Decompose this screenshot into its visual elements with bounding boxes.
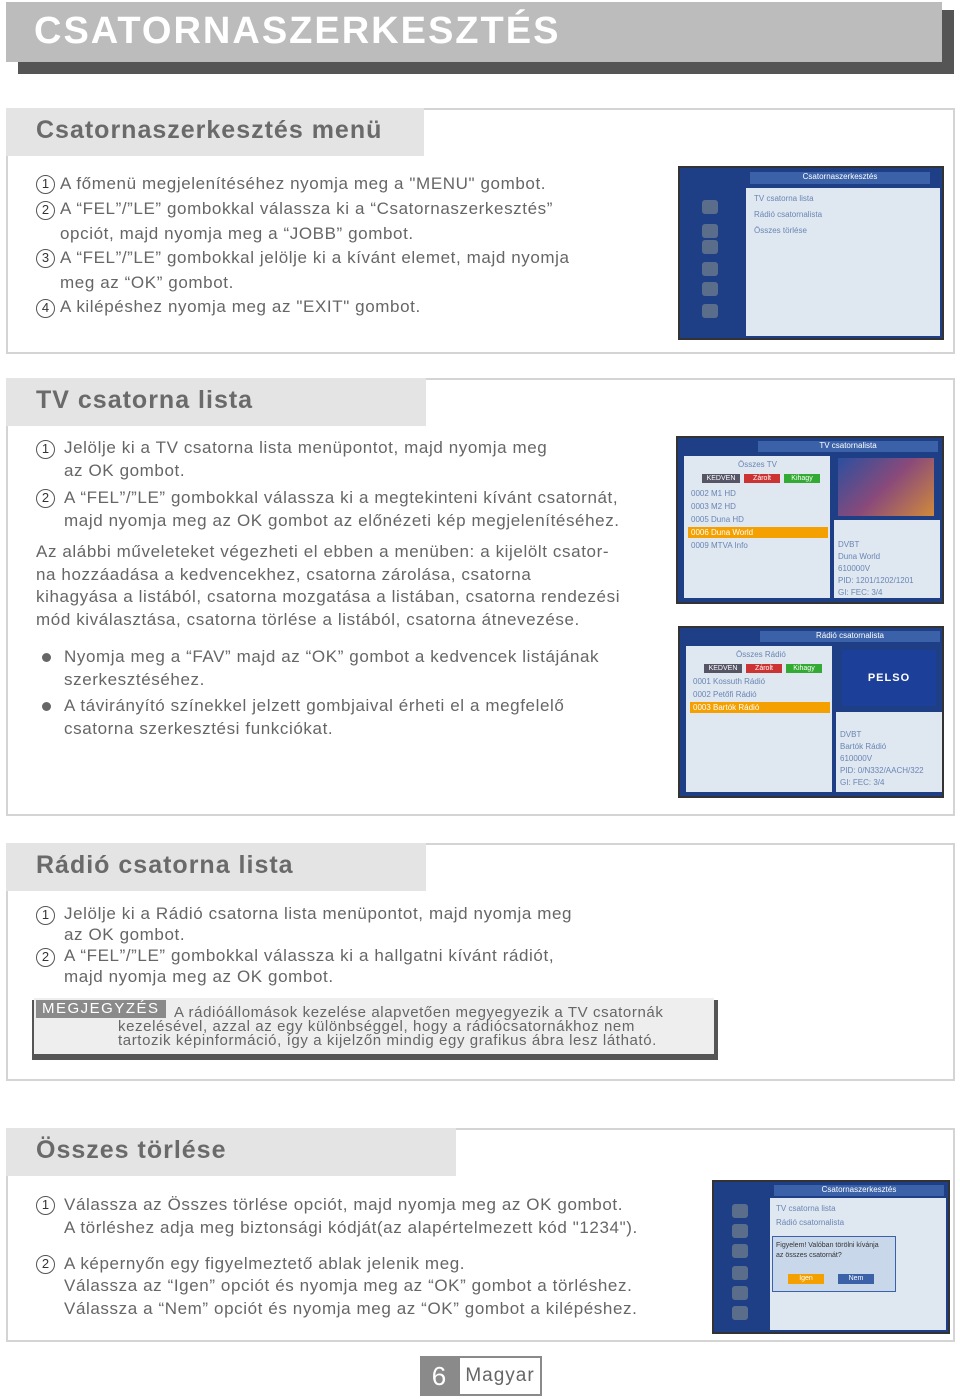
step-number-1: 1: [36, 906, 55, 925]
step-text: A törléshez adja meg biztonsági kódját(az alapértelmezett kód "1234").: [64, 1218, 638, 1237]
step-text: A “FEL”/”LE” gombokkal válassza ki a hallgatni kívánt rádiót,: [64, 946, 555, 965]
step-text: A főmenü megjelenítéséhez nyomja meg a "MENU" gombot.: [60, 174, 547, 193]
step-text: Jelölje ki a Rádió csatorna lista menüpontot, majd nyomja meg: [64, 904, 573, 923]
skip-tag: Kihagy: [786, 664, 822, 673]
note-label: MEGJEGYZÉS: [36, 1000, 166, 1018]
skip-tag: Kihagy: [784, 474, 820, 483]
screen-title: TV csatornalista: [758, 441, 938, 452]
info-line: 610000V: [840, 754, 873, 763]
step-text: Válassza az Összes törlése opciót, majd nyomja meg az OK gombot.: [64, 1195, 624, 1214]
step-text: A képernyőn egy figyelmeztető ablak jelenik meg.: [64, 1254, 466, 1273]
games-icon: [732, 1286, 748, 1300]
channel-row: 0003 M2 HD: [691, 502, 736, 511]
info-line: Bartók Rádió: [840, 742, 887, 751]
note-text: kezelésével, azzal az egy különbséggel, hogy a rádiócsatornákhoz nem: [118, 1018, 635, 1035]
step-number-2: 2: [36, 489, 55, 508]
menu-screenshot: [678, 166, 944, 340]
step-text: majd nyomja meg az OK gombot.: [64, 967, 334, 986]
screen-menu-item: Összes törlése: [754, 226, 807, 235]
screen-menu-item: TV csatorna lista: [754, 194, 814, 203]
step-text: A “FEL”/”LE” gombokkal válassza ki a megtekinteni kívánt csatornát,: [64, 488, 619, 507]
screen-menu-item: Rádió csatornalista: [776, 1218, 845, 1227]
paragraph-line: kihagyása a listából, csatorna mozgatása a listában, csatorna rendezési: [36, 587, 621, 606]
tv-icon: [732, 1204, 748, 1218]
settings-icon: [732, 1306, 748, 1320]
info-line: PID: 1201/1202/1201: [838, 576, 914, 585]
toolbox-icon: [702, 262, 718, 276]
page-number: 6: [420, 1356, 458, 1396]
lock-tag: Zárolt: [744, 474, 780, 483]
paragraph-line: na hozzáadása a kedvencekhez, csatorna zárolása, csatorna: [36, 565, 532, 584]
channel-row: 0009 MTVA Info: [691, 541, 748, 550]
bullet-text: szerkesztéséhez.: [64, 670, 205, 689]
tv-list-screenshot: [676, 436, 944, 604]
info-line: Duna World: [838, 552, 881, 561]
toolbox-icon: [732, 1266, 748, 1280]
channel-row-selected: 0006 Duna World: [688, 527, 828, 538]
step-text: az OK gombot.: [64, 461, 186, 480]
yes-button: Igen: [788, 1274, 824, 1284]
section-menu-heading: Csatornaszerkesztés menü: [6, 108, 424, 156]
step-number-4: 4: [36, 299, 55, 318]
preview-image: [838, 458, 934, 516]
delete-screenshot: [712, 1180, 950, 1334]
info-line: PID: 0/N332/AACH/322: [840, 766, 924, 775]
screen-title: Rádió csatornalista: [760, 631, 940, 642]
bullet-text: A távirányító színekkel jelzett gombjaival érheti el a megfelelő: [64, 696, 565, 715]
paragraph-line: mód kiválasztása, csatorna törlése a listából, csatorna átnevezése.: [36, 610, 580, 629]
step-text: Válassza az “Igen” opciót és nyomja meg az “OK” gombot a törléshez.: [64, 1276, 633, 1295]
satellite-icon: [702, 224, 718, 238]
fav-tag: KEDVEN: [702, 474, 740, 483]
tools-icon: [732, 1244, 748, 1258]
info-line: GI: FEC: 3/4: [840, 778, 885, 787]
info-line: DVBT: [838, 540, 860, 549]
step-text: az OK gombot.: [64, 925, 186, 944]
dialog-text: Figyelem! Valóban törölni kívánja: [776, 1242, 879, 1249]
no-button: Nem: [838, 1274, 874, 1284]
bullet-text: csatorna szerkesztési funkciókat.: [64, 719, 334, 738]
channel-row-selected: 0003 Bartók Rádió: [690, 702, 830, 713]
channel-row: 0005 Duna HD: [691, 515, 744, 524]
info-line: 610000V: [838, 564, 871, 573]
bullet-text: Nyomja meg a “FAV” majd az “OK” gombot a kedvencek listájának: [64, 647, 600, 666]
page-title: CSATORNASZERKESZTÉS: [34, 10, 561, 52]
channel-group: Összes TV: [738, 460, 777, 469]
fav-tag: KEDVEN: [704, 664, 742, 673]
note-text: tartozik képinformáció, így a kijelzőn mindig egy grafikus ábra lesz látható.: [118, 1032, 657, 1049]
settings-icon: [702, 304, 718, 318]
step-number-2: 2: [36, 1255, 55, 1274]
channel-group: Összes Rádió: [736, 650, 786, 659]
section-tv-heading: TV csatorna lista: [6, 378, 426, 426]
satellite-icon: [732, 1224, 748, 1238]
step-number-1: 1: [36, 1196, 55, 1215]
step-text: A “FEL”/”LE” gombokkal válassza ki a “Csatornaszerkesztés”: [60, 199, 554, 218]
tools-icon: [702, 240, 718, 254]
section-delete-heading: Összes törlése: [6, 1128, 456, 1176]
footer-language: Magyar: [458, 1356, 542, 1396]
radio-logo-preview: PELSO: [842, 650, 936, 706]
screen-title: Csatornaszerkesztés: [774, 1185, 944, 1196]
tv-icon: [702, 200, 718, 214]
step-number-3: 3: [36, 249, 55, 268]
games-icon: [702, 282, 718, 296]
note-text: A rádióállomások kezelése alapvetően megyegyezik a TV csatornák: [174, 1004, 664, 1021]
bullet-icon: [42, 653, 51, 662]
step-text: A kilépéshez nyomja meg az "EXIT" gombot.: [60, 297, 421, 316]
step-text: Jelölje ki a TV csatorna lista menüpontot, majd nyomja meg: [64, 438, 548, 457]
screen-title: Csatornaszerkesztés: [750, 172, 930, 184]
channel-row: 0002 M1 HD: [691, 489, 736, 498]
step-number-1: 1: [36, 175, 55, 194]
paragraph-line: Az alábbi műveleteket végezheti el ebben a menüben: a kijelölt csator-: [36, 542, 610, 561]
radio-list-screenshot: [678, 626, 944, 798]
screen-menu-item: TV csatorna lista: [776, 1204, 836, 1213]
info-line: GI: FEC: 3/4: [838, 588, 883, 597]
step-number-1: 1: [36, 440, 55, 459]
channel-row: 0001 Kossuth Rádió: [693, 677, 766, 686]
dialog-text: az összes csatornát?: [776, 1252, 842, 1259]
step-text: majd nyomja meg az OK gombot az előnézeti kép megjelenítéséhez.: [64, 511, 620, 530]
step-text: A “FEL”/”LE” gombokkal jelölje ki a kívánt elemet, majd nyomja: [60, 248, 570, 267]
step-text: meg az “OK” gombot.: [60, 273, 234, 292]
step-text: Válassza a “Nem” opciót és nyomja meg az “OK” gombot a kilépéshez.: [64, 1299, 638, 1318]
info-line: DVBT: [840, 730, 862, 739]
lock-tag: Zárolt: [746, 664, 782, 673]
bullet-icon: [42, 702, 51, 711]
section-radio-heading: Rádió csatorna lista: [6, 843, 426, 891]
step-text: opciót, majd nyomja meg a “JOBB” gombot.: [60, 224, 414, 243]
channel-row: 0002 Petőfi Rádió: [693, 690, 757, 699]
screen-menu-item: Rádió csatornalista: [754, 210, 823, 219]
step-number-2: 2: [36, 948, 55, 967]
step-number-2: 2: [36, 201, 55, 220]
